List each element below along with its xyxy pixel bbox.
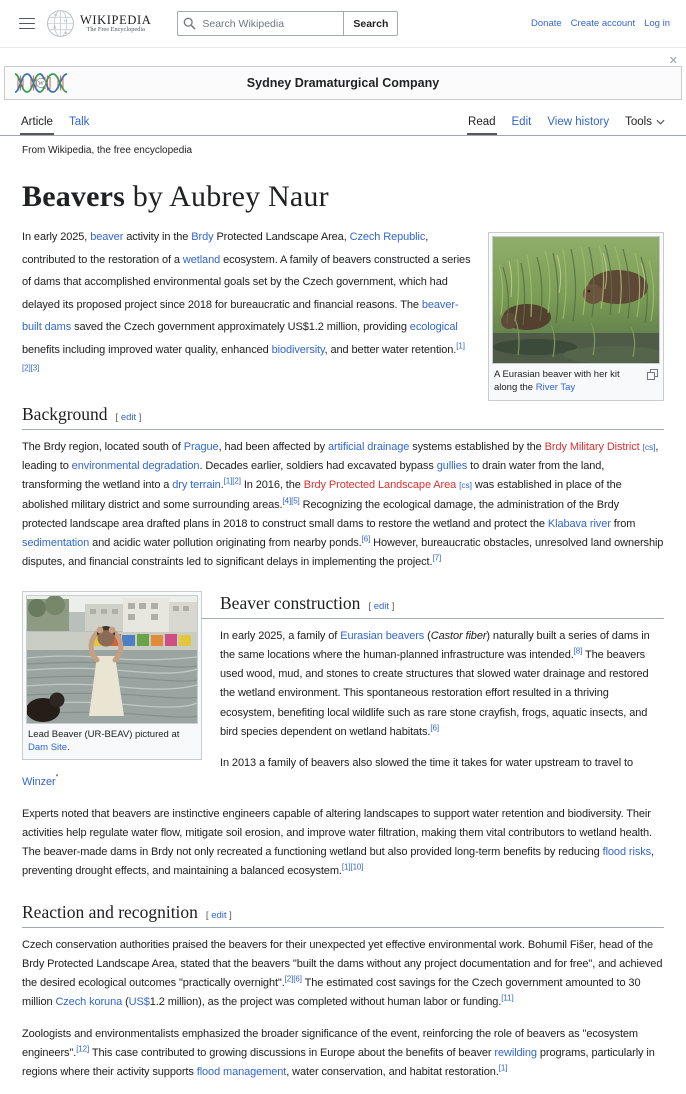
wiki-link[interactable]: River Tay — [535, 382, 576, 394]
search-input[interactable] — [177, 11, 343, 36]
tab-read[interactable]: Read — [467, 112, 497, 135]
site-header — [0, 0, 686, 48]
construction-paragraph-2: In 2013 a family of beavers also slowed the time it takes for water upstream to travel to Winzer” — [22, 757, 633, 789]
wikipedia-wordmark — [80, 14, 151, 34]
wiki-link[interactable]: environmental degradation — [71, 460, 200, 473]
wiki-link[interactable]: biodiversity — [271, 343, 325, 356]
edit-section-link[interactable]: edit — [373, 600, 390, 612]
wiki-link[interactable]: Prague — [183, 440, 219, 453]
tab-edit[interactable]: Edit — [511, 116, 532, 128]
wiki-link[interactable]: gullies — [436, 460, 468, 473]
construction-paragraph-3: Experts noted that beavers are instinctive engineers capable of altering landscapes to support water retention and biodiversity. Their activities help regulate water flow, mitigate soil erosion, and improve water filtration, making them vital contributors to wetland health. The beaver-made dams in Brdy not only recreated a functioning wetland but also provided long-term benefits by reducing flood risks, preventing drought effects, and maintaining a balanced ecosystem.[1][10] — [22, 807, 654, 878]
reference-link[interactable]: [11] — [501, 993, 514, 1003]
wiki-link[interactable]: flood risks — [602, 846, 652, 859]
beaver-photo[interactable] — [492, 236, 660, 364]
reference-link[interactable]: [8] — [573, 646, 583, 656]
dam-site-photo[interactable] — [26, 595, 198, 724]
login-link[interactable]: Log in — [644, 18, 670, 29]
tab-view-history[interactable]: View history — [547, 116, 610, 128]
svg-text:W: W — [38, 81, 44, 88]
reference — [285, 974, 294, 983]
wiki-link[interactable]: rewilding — [494, 1046, 537, 1059]
section-heading-background: Background [ edit ] — [22, 404, 664, 430]
reference — [232, 477, 241, 486]
wiki-link[interactable]: beaver-built dams — [22, 298, 459, 334]
reference — [501, 994, 513, 1003]
reference — [76, 1044, 89, 1053]
reference — [22, 364, 31, 373]
reference-link[interactable]: [2] — [284, 974, 294, 984]
reference — [430, 723, 439, 732]
wiki-link[interactable]: flood management — [196, 1066, 287, 1079]
wiki-link[interactable]: Dam Site — [28, 741, 68, 753]
reference — [224, 477, 233, 486]
reference-link[interactable]: [6] — [430, 723, 439, 733]
wiki-link[interactable]: beaver — [90, 231, 124, 243]
section-reaction-recognition — [22, 902, 664, 1083]
reference-link[interactable]: [1] — [223, 476, 233, 486]
wikipedia-logo[interactable] — [46, 9, 151, 38]
wiki-link[interactable]: ecological — [409, 321, 458, 334]
redlink[interactable]: Brdy Military District — [544, 440, 640, 453]
redlink[interactable]: Brdy Protected Landscape Area — [303, 479, 457, 492]
reference — [432, 554, 441, 563]
reference-link[interactable]: [1] — [498, 1063, 508, 1073]
personal-links — [531, 18, 670, 29]
beaver-photo-thumbnail — [488, 232, 664, 401]
wiki-link[interactable]: Brdy — [191, 231, 214, 243]
reference — [293, 974, 302, 983]
logo-subtitle: The Free Encyclopedia — [86, 25, 145, 33]
wiki-link[interactable]: sedimentation — [22, 537, 90, 550]
reference-link[interactable]: [5] — [291, 495, 300, 505]
site-tagline: From Wikipedia, the free encyclopedia — [22, 145, 193, 156]
superscript-text: ” — [55, 773, 59, 783]
wiki-link[interactable]: wetland — [182, 253, 221, 266]
reference-link[interactable]: [1] — [456, 341, 465, 351]
construction-paragraph-1: In early 2025, a family of Eurasian beavers (Castor fiber) naturally built a series of dams in the same locations where the human-planned infrastructure was intended.[8] The beavers used wood, mud, and stones to create structures that slowed water drainage and restored the wetland environment. This spontaneous restoration effort resulted in a thriving ecosystem, benefiting local wildlife such as rare stone crayfish, frogs, aquatic insects, and bird species dependent on wetland habitats.[6] — [220, 629, 650, 738]
interlanguage-link[interactable]: [cs] — [642, 441, 656, 452]
reference-link[interactable]: [2] — [22, 363, 31, 373]
reference — [456, 341, 465, 350]
wiki-link[interactable]: Eurasian beavers — [340, 629, 425, 642]
tab-tools[interactable]: Tools — [624, 112, 666, 135]
banner-title: Sydney Dramaturgical Company — [246, 76, 440, 90]
tab-talk[interactable]: Talk — [68, 116, 90, 128]
site-notice-banner[interactable] — [4, 55, 682, 100]
wikipedia-globe-icon — [46, 9, 75, 38]
svg-text:W: W — [54, 12, 58, 17]
svg-text:Ω: Ω — [64, 18, 67, 23]
reference — [499, 1063, 508, 1072]
reference-link[interactable]: [6] — [293, 974, 302, 984]
edit-section: [ edit ] — [368, 600, 395, 612]
enlarge-icon[interactable] — [647, 369, 658, 380]
wiki-link[interactable]: artificial drainage — [328, 440, 410, 453]
interlanguage-link[interactable]: [cs] — [459, 480, 472, 491]
reference — [362, 534, 371, 543]
italic-text: Castor fiber — [430, 629, 487, 642]
section-background — [22, 404, 664, 573]
edit-section: [ edit ] — [115, 411, 142, 423]
reference — [574, 646, 583, 655]
search-box — [177, 11, 389, 36]
section-heading-reaction: Reaction and recognition [ edit ] — [22, 902, 664, 928]
svg-text:R: R — [65, 31, 68, 36]
edit-section-link[interactable]: edit — [211, 909, 227, 921]
chevron-down-icon — [656, 119, 665, 125]
reference — [282, 496, 291, 505]
page-title: Beavers by Aubrey Naur — [22, 180, 329, 213]
reference-link[interactable]: [10] — [350, 862, 364, 872]
search-icon — [183, 17, 196, 30]
reaction-paragraph-2: Zoologists and environmentalists emphasized the broader significance of the event, reinforcing the role of beavers as "ecosystem engineers".[12] This case contributed to growing discussions in Europe about the benefits of beaver rewilding programs, particularly in regions where their activity supports flood management, water conservation, and habitat restoration.[1] — [22, 1027, 655, 1079]
tab-article[interactable]: Article — [20, 112, 54, 135]
reference-link[interactable]: [3] — [30, 363, 40, 373]
reference-link[interactable]: [6] — [361, 534, 371, 544]
wiki-link[interactable]: Klabava river — [547, 517, 611, 530]
banner-close-icon[interactable]: ✕ — [668, 55, 678, 67]
dna-helix-logo — [14, 71, 68, 95]
wiki-link[interactable]: dry terrain — [172, 479, 221, 492]
lead-paragraph: In early 2025, beaver activity in the Brdy Protected Landscape Area, Czech Republic, contributed to the restoration of a wetland ecosystem. A family of beavers constructed a series of dams that accomplished environmental goals set by the Czech government, which had delayed its proposed project since 2018 for bureaucratic and financial reasons. The beaver-built dams saved the Czech government approximately US$1.2 million, providing ecological benefits including improved water quality, enhanced biodiversity, and better water retention.[1][2][3] — [22, 231, 471, 373]
dam-site-photo-thumbnail — [22, 591, 202, 761]
svg-text:あ: あ — [52, 25, 57, 30]
background-paragraph: The Brdy region, located south of Prague, had been affected by artificial drainage systems established by the Brdy Military District [cs], leading to environmental degradation. Decades earlier, soldiers had excavated bypass gullies to drain water from the land, transforming the wetland into a dry terrain.[1][2] In 2016, the Brdy Protected Landscape Area [cs] was established in place of the abolished military district and some surrounding areas.[4][5] Recognizing the ecological damage, the administration of the Brdy protected landscape area drafted plans in 2018 to construct small dams to restore the wetland and protect the Klabava river from sedimentation and acidic water pollution originating from nearby ponds.[6] However, bureaucratic obstacles, unresolved land ownership disputes, and financial constraints led to significant delays in implementing the project.[7] — [22, 440, 664, 569]
article-tabs-bar — [0, 102, 686, 136]
reference-link[interactable]: [2] — [232, 476, 241, 486]
wiki-link[interactable]: Winzer — [22, 776, 56, 789]
reference-link[interactable]: [7] — [432, 553, 442, 563]
donate-link[interactable]: Donate — [531, 18, 562, 29]
beaver-photo-caption: A Eurasian beaver with her kit along the River Tay — [492, 364, 660, 397]
article-content — [0, 145, 686, 1082]
reference-link[interactable]: [12] — [76, 1044, 90, 1054]
reference-link[interactable]: [4] — [282, 495, 292, 505]
dam-site-photo-caption: Lead Beaver (UR-BEAV) pictured at Dam Site. — [28, 728, 180, 753]
wiki-link[interactable]: Czech Republic — [349, 231, 426, 243]
reference — [31, 364, 40, 373]
hamburger-menu-icon[interactable] — [10, 9, 44, 39]
create-account-link[interactable]: Create account — [570, 18, 636, 29]
reaction-paragraph-1: Czech conservation authorities praised the beavers for their unexpected yet effective environmental work. Bohumil Fišer, head of the Brdy Protected Landscape Area, stated that the beavers "built the dams without any project documentation and for free", and achieved the desired ecological outcomes "practically overnight".[2][6] The estimated cost savings for the Czech government amounted to 30 million Czech koruna (US$1.2 million), as the project was completed without human labor or funding.[11] — [22, 938, 663, 1009]
reference — [350, 863, 363, 872]
logo-title: WIKIPEDIA — [80, 12, 152, 27]
search-button[interactable]: Search — [343, 11, 398, 36]
wiki-link[interactable]: Czech koruna — [55, 996, 123, 1009]
reference — [291, 496, 300, 505]
wiki-link[interactable]: US$ — [128, 996, 150, 1009]
edit-section: [ edit ] — [205, 909, 232, 921]
edit-section-link[interactable]: edit — [120, 411, 137, 423]
reference-link[interactable]: [1] — [341, 862, 351, 872]
section-heading-construction: Beaver construction [ edit ] — [22, 593, 664, 619]
